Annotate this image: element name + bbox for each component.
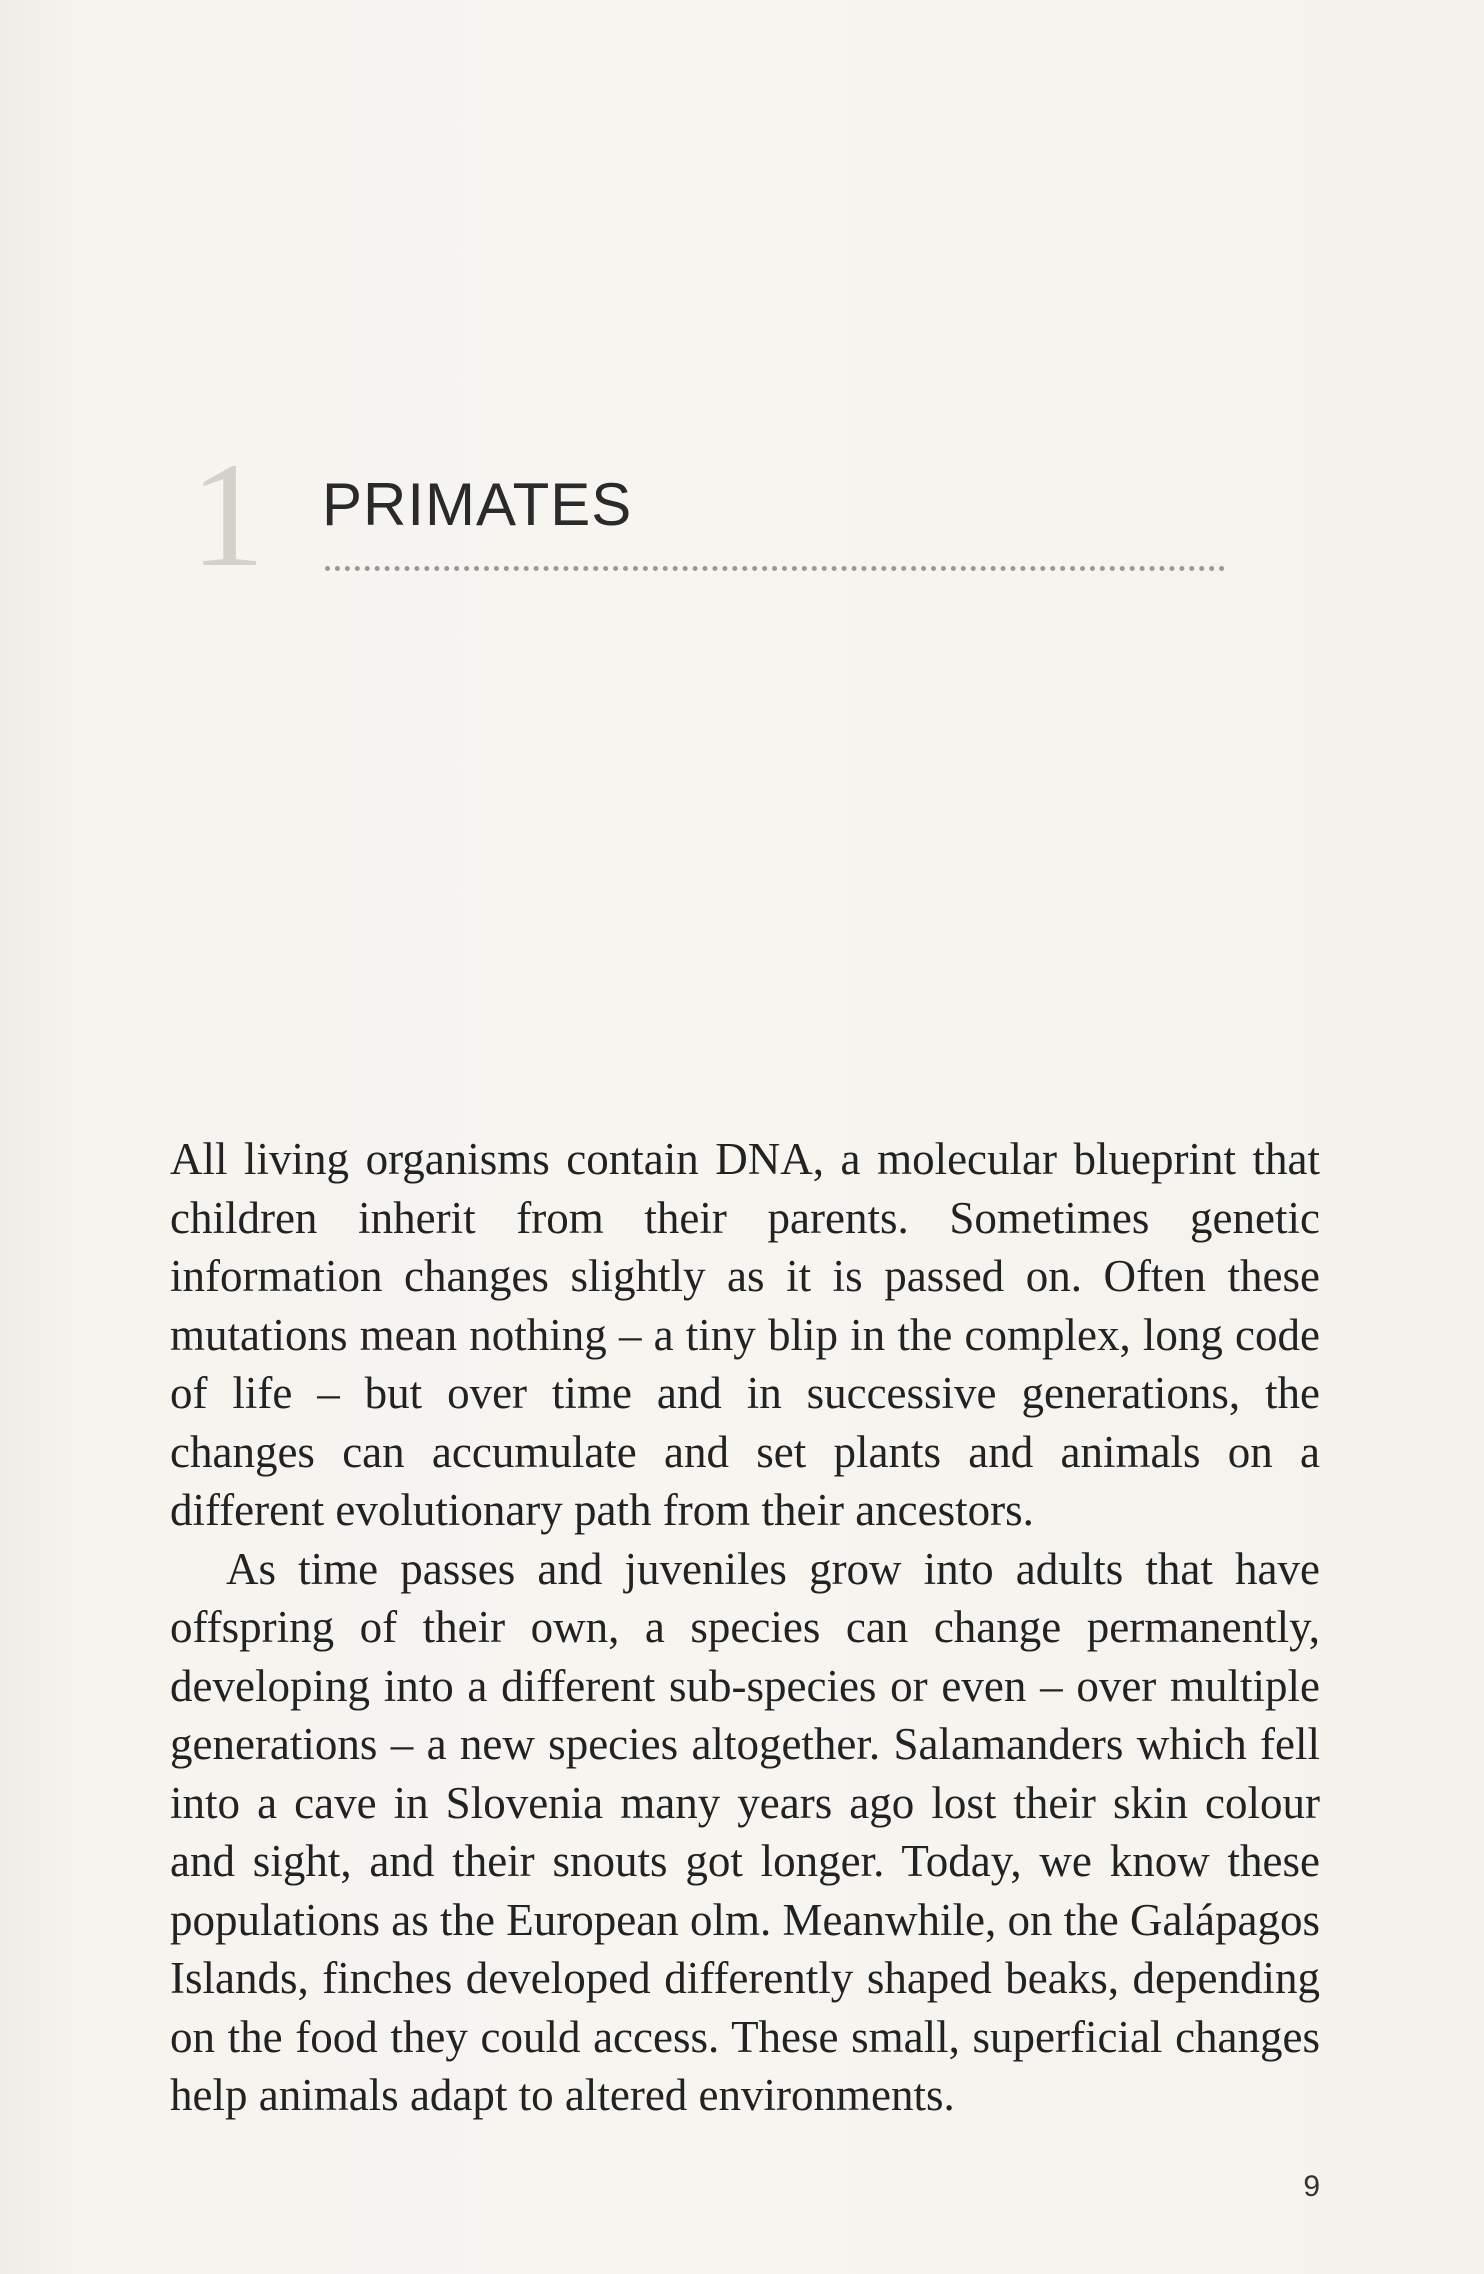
chapter-body [170,1130,1320,2125]
page-number: 9 [1303,2170,1320,2203]
dotted-divider [325,566,1225,571]
paragraph: As time passes and juveniles grow into adults that have offspring of their own, a species can change permanently, developing into a different sub-species or even – over multiple generations – a new species altogether. Salamanders which fell into a cave in Slovenia many years ago lost their skin colour and sight, and their snouts got longer. Today, we know these populations as the European olm. Meanwhile, on the Galápagos Islands, finches developed differently shaped beaks, depending on the food they could access. These small, superficial changes help animals adapt to altered environments. [170,1543,1320,2120]
chapter-header [190,432,1240,600]
chapter-number: 1 [190,432,265,598]
paragraph: All living organisms contain DNA, a molecular blueprint that children inherit from their parents. Sometimes genetic information changes slightly as it is passed on. Often these mutations mean nothing – a tiny blip in the complex, long code of life – but over time and in successive generations, the changes can accumulate and set plants and animals on a different evolutionary path from their ancestors. [170,1134,1320,1535]
chapter-title: PRIMATES [322,471,633,538]
